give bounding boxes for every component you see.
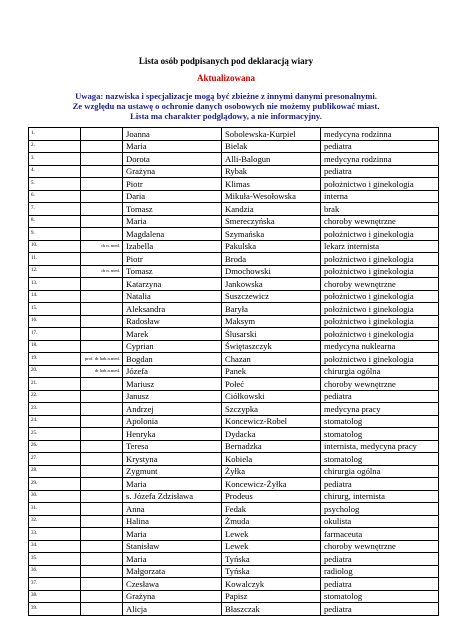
academic-degree-cell [81, 203, 123, 216]
last-name-cell: Bernadzka [222, 440, 321, 453]
specialization-cell: położnictwo i ginekologia [321, 328, 439, 341]
row-number-cell: 1. [29, 128, 81, 141]
table-row [29, 203, 439, 216]
signatories-table-body [29, 128, 439, 616]
last-name-cell: Papisz [222, 590, 321, 603]
row-number-cell: 36. [29, 565, 81, 578]
table-row [29, 328, 439, 341]
academic-degree-cell [81, 378, 123, 391]
last-name-cell: Kobiela [222, 453, 321, 466]
specialization-cell: stomatolog [321, 453, 439, 466]
first-name-cell: Czesława [123, 578, 222, 591]
last-name-cell: Broda [222, 253, 321, 266]
row-number-cell: 25. [29, 428, 81, 441]
table-row [29, 428, 439, 441]
last-name-cell: Tyńska [222, 565, 321, 578]
academic-degree-cell: prof. dr hab.n.med. [81, 353, 123, 366]
first-name-cell: Henryka [123, 428, 222, 441]
specialization-cell: położnictwo i ginekologia [321, 178, 439, 191]
row-number-cell: 23. [29, 403, 81, 416]
academic-degree-cell [81, 428, 123, 441]
first-name-cell: Andrzej [123, 403, 222, 416]
last-name-cell: Mikuła-Wesołowska [222, 190, 321, 203]
first-name-cell: Magdalena [123, 228, 222, 241]
table-row [29, 403, 439, 416]
specialization-cell: pediatra [321, 553, 439, 566]
last-name-cell: Koncewicz-Robel [222, 415, 321, 428]
last-name-cell: Baryła [222, 303, 321, 316]
academic-degree-cell [81, 603, 123, 616]
last-name-cell: Żyłka [222, 465, 321, 478]
last-name-cell: Smereczyńska [222, 215, 321, 228]
last-name-cell: Sobolewska-Kurpiel [222, 128, 321, 141]
last-name-cell: Tyńska [222, 553, 321, 566]
first-name-cell: Maria [123, 140, 222, 153]
last-name-cell: Ciółkowski [222, 390, 321, 403]
academic-degree-cell [81, 578, 123, 591]
last-name-cell: Jankowska [222, 278, 321, 291]
row-number-cell: 30. [29, 490, 81, 503]
last-name-cell: Szymańska [222, 228, 321, 241]
table-row [29, 215, 439, 228]
academic-degree-cell [81, 465, 123, 478]
first-name-cell: Tomasz [123, 265, 222, 278]
last-name-cell: Suszczewicz [222, 290, 321, 303]
specialization-cell: położnictwo i ginekologia [321, 290, 439, 303]
row-number-cell: 26. [29, 440, 81, 453]
specialization-cell: chirurg, internista [321, 490, 439, 503]
table-row [29, 290, 439, 303]
row-number-cell: 33. [29, 528, 81, 541]
first-name-cell: Maria [123, 215, 222, 228]
specialization-cell: choroby wewnętrzne [321, 540, 439, 553]
table-row [29, 353, 439, 366]
table-row [29, 590, 439, 603]
table-row [29, 128, 439, 141]
first-name-cell: Daria [123, 190, 222, 203]
first-name-cell: Janusz [123, 390, 222, 403]
table-row [29, 253, 439, 266]
row-number-cell: 11. [29, 253, 81, 266]
table-row [29, 515, 439, 528]
notice-block [0, 91, 452, 121]
row-number-cell: 22. [29, 390, 81, 403]
first-name-cell: Tomasz [123, 203, 222, 216]
first-name-cell: Dorota [123, 153, 222, 166]
academic-degree-cell [81, 590, 123, 603]
first-name-cell: Maria [123, 528, 222, 541]
academic-degree-cell [81, 315, 123, 328]
row-number-cell: 39. [29, 603, 81, 616]
academic-degree-cell [81, 190, 123, 203]
academic-degree-cell [81, 503, 123, 516]
row-number-cell: 19. [29, 353, 81, 366]
last-name-cell: Ślusarski [222, 328, 321, 341]
first-name-cell: Grażyna [123, 590, 222, 603]
specialization-cell: psycholog [321, 503, 439, 516]
row-number-cell: 24. [29, 415, 81, 428]
first-name-cell: Mariusz [123, 378, 222, 391]
academic-degree-cell [81, 215, 123, 228]
table-row [29, 278, 439, 291]
row-number-cell: 38. [29, 590, 81, 603]
notice-line: Ze względu na ustawę o ochronie danych osobowych nie możemy publikować miast. [72, 101, 380, 111]
table-row [29, 340, 439, 353]
specialization-cell: stomatolog [321, 415, 439, 428]
row-number-cell: 20. [29, 365, 81, 378]
specialization-cell: położnictwo i ginekologia [321, 353, 439, 366]
last-name-cell: Dmochowski [222, 265, 321, 278]
specialization-cell: pediatra [321, 390, 439, 403]
first-name-cell: s. Józefa Zdzisława [123, 490, 222, 503]
row-number-cell: 28. [29, 465, 81, 478]
academic-degree-cell [81, 253, 123, 266]
academic-degree-cell [81, 565, 123, 578]
last-name-cell: Klimas [222, 178, 321, 191]
row-number-cell: 14. [29, 290, 81, 303]
table-row [29, 228, 439, 241]
specialization-cell: choroby wewnętrzne [321, 278, 439, 291]
specialization-cell: lekarz internista [321, 240, 439, 253]
academic-degree-cell: dr n. med. [81, 265, 123, 278]
academic-degree-cell [81, 165, 123, 178]
last-name-cell: Alli-Balogun [222, 153, 321, 166]
table-row [29, 603, 439, 616]
academic-degree-cell [81, 290, 123, 303]
specialization-cell: okulista [321, 515, 439, 528]
table-row [29, 378, 439, 391]
row-number-cell: 31. [29, 503, 81, 516]
table-row [29, 165, 439, 178]
first-name-cell: Aleksandra [123, 303, 222, 316]
first-name-cell: Apolonia [123, 415, 222, 428]
row-number-cell: 37. [29, 578, 81, 591]
first-name-cell: Małgorzata [123, 565, 222, 578]
last-name-cell: Błaszczak [222, 603, 321, 616]
row-number-cell: 12. [29, 265, 81, 278]
specialization-cell: położnictwo i ginekologia [321, 265, 439, 278]
specialization-cell: pediatra [321, 603, 439, 616]
academic-degree-cell [81, 278, 123, 291]
first-name-cell: Józefa [123, 365, 222, 378]
table-row [29, 240, 439, 253]
first-name-cell: Joanna [123, 128, 222, 141]
notice-line: Lista ma charakter podglądowy, a nie informacyjny. [130, 111, 322, 121]
academic-degree-cell [81, 553, 123, 566]
row-number-cell: 16. [29, 315, 81, 328]
academic-degree-cell [81, 478, 123, 491]
table-row [29, 265, 439, 278]
table-row [29, 478, 439, 491]
specialization-cell: położnictwo i ginekologia [321, 303, 439, 316]
last-name-cell: Szczypka [222, 403, 321, 416]
table-row [29, 465, 439, 478]
specialization-cell: medycyna nuklearna [321, 340, 439, 353]
first-name-cell: Krystyna [123, 453, 222, 466]
first-name-cell: Zygmunt [123, 465, 222, 478]
specialization-cell: pediatra [321, 478, 439, 491]
specialization-cell: medycyna rodzinna [321, 153, 439, 166]
row-number-cell: 6. [29, 190, 81, 203]
academic-degree-cell: dr n. med. [81, 240, 123, 253]
row-number-cell: 18. [29, 340, 81, 353]
first-name-cell: Maria [123, 478, 222, 491]
table-row [29, 178, 439, 191]
first-name-cell: Maria [123, 553, 222, 566]
specialization-cell: internista, medycyna pracy [321, 440, 439, 453]
specialization-cell: chirurgia ogólna [321, 465, 439, 478]
table-row [29, 303, 439, 316]
row-number-cell: 35. [29, 553, 81, 566]
specialization-cell: choroby wewnętrzne [321, 378, 439, 391]
row-number-cell: 27. [29, 453, 81, 466]
table-row [29, 440, 439, 453]
specialization-cell: stomatolog [321, 590, 439, 603]
last-name-cell: Żmuda [222, 515, 321, 528]
specialization-cell: pediatra [321, 165, 439, 178]
first-name-cell: Bogdan [123, 353, 222, 366]
first-name-cell: Halina [123, 515, 222, 528]
academic-degree-cell: dr hab.n.med. [81, 365, 123, 378]
table-row [29, 415, 439, 428]
last-name-cell: Koncewicz-Żyłka [222, 478, 321, 491]
table-row [29, 503, 439, 516]
specialization-cell: radiolog [321, 565, 439, 578]
row-number-cell: 7. [29, 203, 81, 216]
row-number-cell: 32. [29, 515, 81, 528]
academic-degree-cell [81, 440, 123, 453]
specialization-cell: położnictwo i ginekologia [321, 228, 439, 241]
specialization-cell: położnictwo i ginekologia [321, 315, 439, 328]
row-number-cell: 5. [29, 178, 81, 191]
first-name-cell: Stanisław [123, 540, 222, 553]
table-row [29, 390, 439, 403]
row-number-cell: 3. [29, 153, 81, 166]
table-row [29, 565, 439, 578]
specialization-cell: położnictwo i ginekologia [321, 253, 439, 266]
academic-degree-cell [81, 390, 123, 403]
last-name-cell: Lewek [222, 528, 321, 541]
last-name-cell: Bielak [222, 140, 321, 153]
academic-degree-cell [81, 415, 123, 428]
row-number-cell: 8. [29, 215, 81, 228]
row-number-cell: 9. [29, 228, 81, 241]
last-name-cell: Fedak [222, 503, 321, 516]
last-name-cell: Pakulska [222, 240, 321, 253]
first-name-cell: Piotr [123, 178, 222, 191]
table-row [29, 540, 439, 553]
academic-degree-cell [81, 303, 123, 316]
table-row [29, 153, 439, 166]
last-name-cell: Prodeus [222, 490, 321, 503]
specialization-cell: pediatra [321, 140, 439, 153]
specialization-cell: medycyna rodzinna [321, 128, 439, 141]
row-number-cell: 15. [29, 303, 81, 316]
row-number-cell: 13. [29, 278, 81, 291]
academic-degree-cell [81, 128, 123, 141]
specialization-cell: brak [321, 203, 439, 216]
table-row [29, 453, 439, 466]
document-title: Lista osób podpisanych pod deklaracją wiary [138, 56, 314, 66]
first-name-cell: Cyprian [123, 340, 222, 353]
specialization-cell: chirurgia ogólna [321, 365, 439, 378]
last-name-cell: Kowalczyk [222, 578, 321, 591]
academic-degree-cell [81, 490, 123, 503]
last-name-cell: Maksym [222, 315, 321, 328]
row-number-cell: 34. [29, 540, 81, 553]
academic-degree-cell [81, 328, 123, 341]
status-label: Aktualizowana [196, 73, 255, 83]
table-row [29, 490, 439, 503]
first-name-cell: Grażyna [123, 165, 222, 178]
last-name-cell: Chazan [222, 353, 321, 366]
specialization-cell: choroby wewnętrzne [321, 215, 439, 228]
academic-degree-cell [81, 540, 123, 553]
last-name-cell: Kandzia [222, 203, 321, 216]
specialization-cell: medycyna pracy [321, 403, 439, 416]
first-name-cell: Alicja [123, 603, 222, 616]
specialization-cell: interna [321, 190, 439, 203]
academic-degree-cell [81, 228, 123, 241]
academic-degree-cell [81, 515, 123, 528]
row-number-cell: 2. [29, 140, 81, 153]
last-name-cell: Panek [222, 365, 321, 378]
academic-degree-cell [81, 403, 123, 416]
row-number-cell: 29. [29, 478, 81, 491]
last-name-cell: Rybak [222, 165, 321, 178]
first-name-cell: Anna [123, 503, 222, 516]
first-name-cell: Marek [123, 328, 222, 341]
academic-degree-cell [81, 528, 123, 541]
first-name-cell: Izabella [123, 240, 222, 253]
academic-degree-cell [81, 140, 123, 153]
table-row [29, 190, 439, 203]
specialization-cell: pediatra [321, 578, 439, 591]
row-number-cell: 21. [29, 378, 81, 391]
notice-line: Uwaga: nazwiska i specjalizacje mogą być zbieżne z innymi danymi presonalnymi. [75, 91, 377, 101]
table-row [29, 528, 439, 541]
table-row [29, 553, 439, 566]
row-number-cell: 10. [29, 240, 81, 253]
last-name-cell: Świętaszczyk [222, 340, 321, 353]
specialization-cell: farmaceuta [321, 528, 439, 541]
academic-degree-cell [81, 178, 123, 191]
first-name-cell: Piotr [123, 253, 222, 266]
table-row [29, 315, 439, 328]
first-name-cell: Radosław [123, 315, 222, 328]
first-name-cell: Katarzyna [123, 278, 222, 291]
first-name-cell: Teresa [123, 440, 222, 453]
specialization-cell: stomatolog [321, 428, 439, 441]
academic-degree-cell [81, 453, 123, 466]
first-name-cell: Natalia [123, 290, 222, 303]
last-name-cell: Dydacka [222, 428, 321, 441]
last-name-cell: Lewek [222, 540, 321, 553]
academic-degree-cell [81, 340, 123, 353]
table-row [29, 365, 439, 378]
row-number-cell: 17. [29, 328, 81, 341]
signatories-table [28, 127, 439, 616]
table-row [29, 140, 439, 153]
academic-degree-cell [81, 153, 123, 166]
last-name-cell: Połeć [222, 378, 321, 391]
row-number-cell: 4. [29, 165, 81, 178]
table-row [29, 578, 439, 591]
